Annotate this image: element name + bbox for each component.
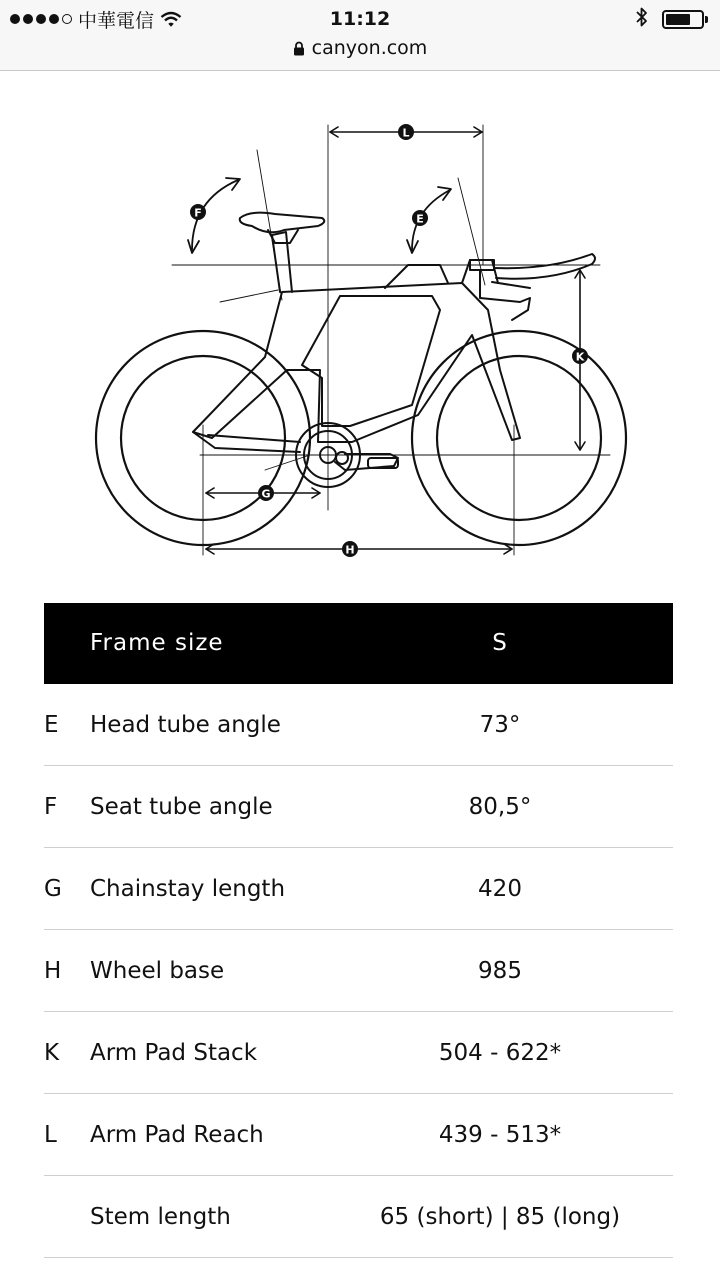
- row-value: 420: [478, 876, 522, 902]
- marker-h: [342, 541, 358, 557]
- marker-k: [572, 348, 588, 364]
- lock-icon: [293, 41, 312, 56]
- row-name: Wheel base: [90, 958, 225, 984]
- url-text[interactable]: canyon.com: [311, 37, 428, 59]
- status-bar: [0, 0, 720, 71]
- row-name: Chainstay length: [90, 876, 286, 902]
- bike-geometry-diagram: [0, 70, 720, 594]
- row-value: 73°: [479, 712, 521, 738]
- marker-g: [258, 485, 274, 501]
- status-right: [636, 6, 708, 32]
- marker-e: [412, 210, 428, 226]
- svg-text:K: K: [575, 350, 585, 364]
- row-code: L: [44, 1122, 57, 1148]
- row-name: Stem length: [90, 1204, 231, 1230]
- row-name: Head tube angle: [90, 712, 281, 738]
- table-row-seat-tube-angle: [44, 766, 673, 848]
- svg-text:G: G: [261, 487, 271, 501]
- geometry-table: [44, 603, 673, 1258]
- table-row-chainstay-length: [44, 848, 673, 930]
- carrier-name: 中華電信: [78, 9, 155, 32]
- row-value: 985: [478, 958, 522, 984]
- table-row-arm-pad-stack: [44, 1012, 673, 1094]
- row-value: 65 (short) | 85 (long): [379, 1204, 621, 1230]
- row-code: K: [44, 1040, 60, 1066]
- reference-lines: [172, 125, 610, 555]
- header-frame-size-label: Frame size: [90, 630, 224, 656]
- svg-text:L: L: [402, 126, 410, 140]
- battery-icon: [662, 10, 708, 29]
- battery-level-fill: [666, 14, 690, 25]
- table-row-arm-pad-reach: [44, 1094, 673, 1176]
- row-code: G: [44, 876, 62, 902]
- row-code: F: [44, 794, 58, 820]
- angle-arrows: [188, 178, 451, 253]
- svg-text:H: H: [345, 543, 355, 557]
- table-row-stem-length: [44, 1176, 673, 1258]
- table-row-head-tube-angle: [44, 684, 673, 766]
- svg-text:E: E: [416, 212, 424, 226]
- row-value: 80,5°: [468, 794, 532, 820]
- row-value: 504 - 622*: [438, 1040, 562, 1066]
- row-value: 439 - 513*: [438, 1122, 562, 1148]
- marker-f: [190, 204, 206, 220]
- row-code: H: [44, 958, 62, 984]
- bluetooth-icon: [636, 6, 648, 32]
- header-size-value: S: [492, 630, 508, 656]
- status-time: 11:12: [329, 8, 391, 30]
- row-name: Arm Pad Reach: [90, 1122, 264, 1148]
- dimension-markers: [190, 124, 588, 557]
- bike-drawing: [0, 70, 720, 590]
- table-header: [44, 603, 673, 684]
- table-row-wheel-base: [44, 930, 673, 1012]
- marker-l: [398, 124, 414, 140]
- saddle: [240, 213, 325, 243]
- url-bar[interactable]: [0, 34, 720, 62]
- row-code: E: [44, 712, 59, 738]
- row-name: Seat tube angle: [90, 794, 273, 820]
- row-name: Arm Pad Stack: [90, 1040, 258, 1066]
- svg-text:F: F: [194, 206, 202, 220]
